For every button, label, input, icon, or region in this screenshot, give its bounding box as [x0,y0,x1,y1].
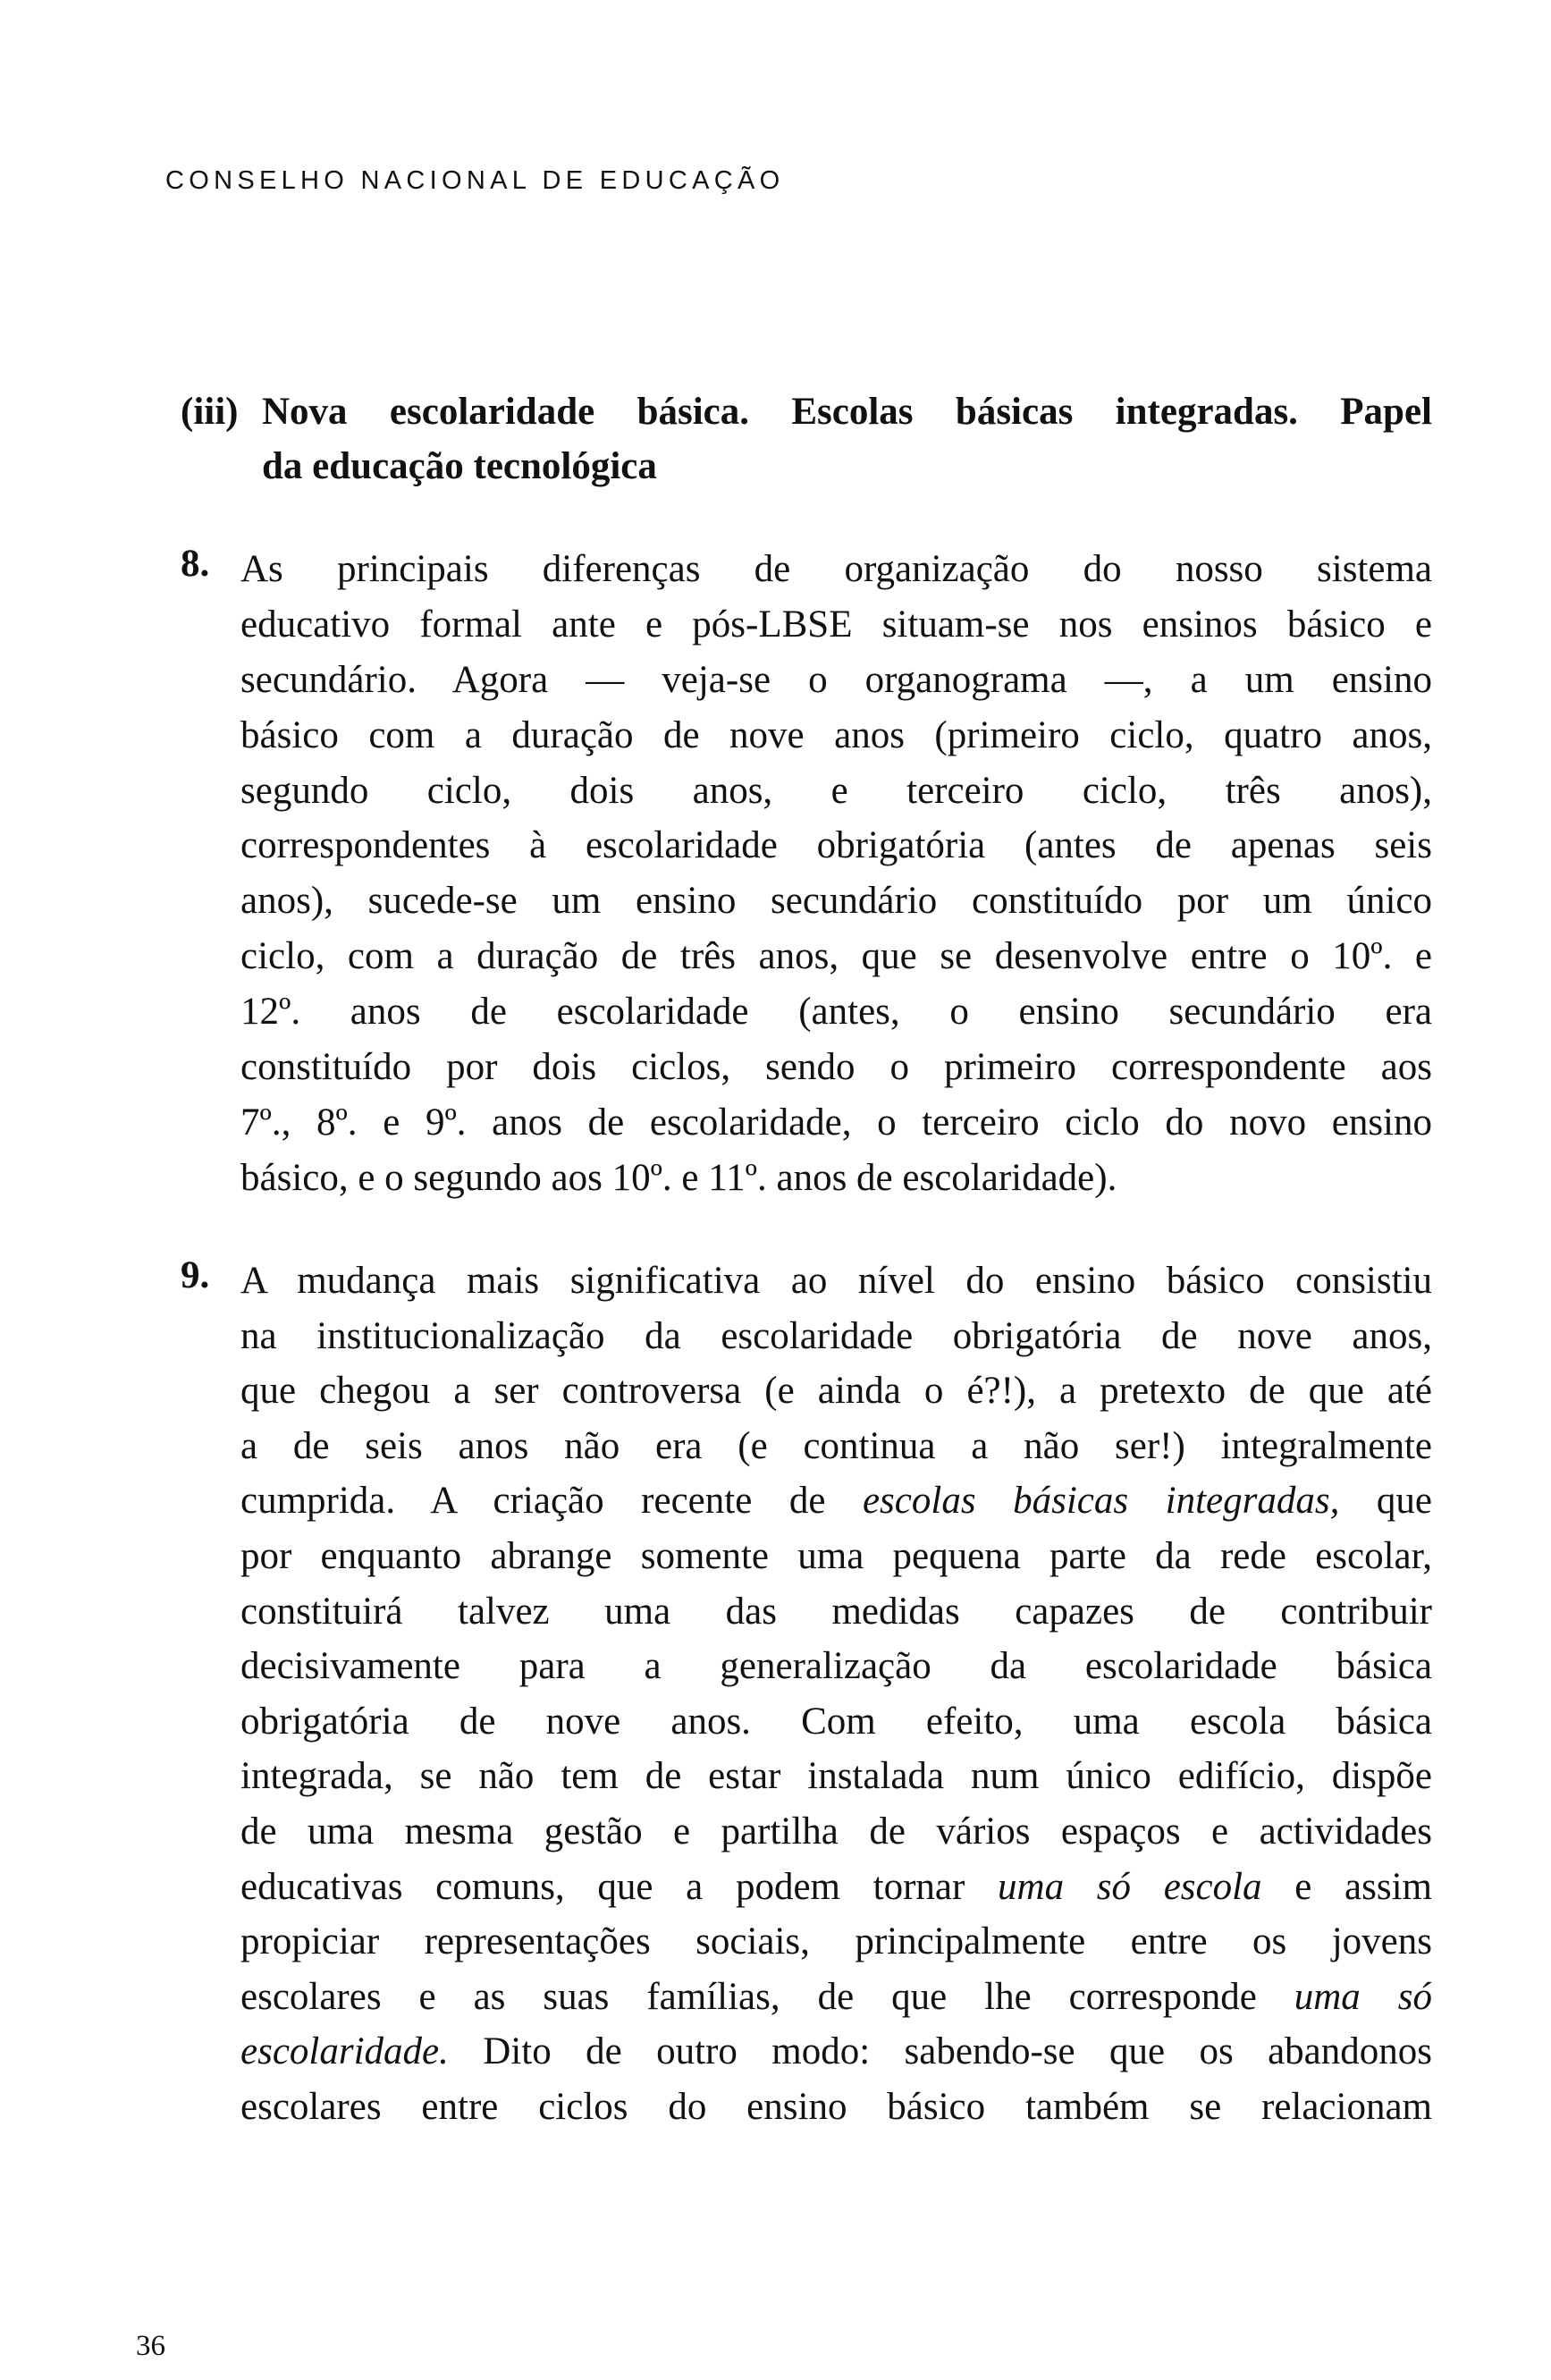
text-line: integrada, se não tem de estar instalada num único edifício, dispõe [240,1755,1432,1798]
text-line: a de seis anos não era (e continua a não ser!) integralmente [240,1424,1432,1467]
text-line: de uma mesma gestão e partilha de vários espaços e actividades [240,1810,1432,1853]
text-line: 7º., 8º. e 9º. anos de escolaridade, o terceiro ciclo do novo ensino [240,1101,1432,1144]
paragraph-body [240,1253,1432,2135]
text-line: que chegou a ser controversa (e ainda o é?!), a pretexto de que até [240,1370,1432,1413]
text-line: constituirá talvez uma das medidas capazes de contribuir [240,1590,1432,1633]
section-title-line: Nova escolaridade básica. Escolas básicas integradas. Papel [262,391,1432,433]
emphasized-phrase: escolaridade. [240,2030,449,2073]
text-line: correspondentes à escolaridade obrigatória (antes de apenas seis [240,824,1432,867]
text-line: básico, e o segundo aos 10º. e 11º. anos de escolaridade). [240,1156,1117,1199]
text-line: propiciar representações sociais, principalmente entre os jovens [240,1920,1432,1963]
section-number: (iii) [181,391,239,433]
section-heading [181,384,1432,494]
text-line: por enquanto abrange somente uma pequena parte da rede escolar, [240,1534,1432,1577]
text-line: As principais diferenças de organização do nosso sistema [240,548,1432,590]
section-title-line: da educação tecnológica [262,445,657,487]
text-line: 12º. anos de escolaridade (antes, o ensino secundário era [240,991,1432,1034]
text-line: escolaridade. Dito de outro modo: sabendo-se que os abandonos [240,2030,1432,2073]
paragraph-number: 8. [181,543,210,585]
running-header: CONSELHO NACIONAL DE EDUCAÇÃO [165,166,785,195]
text-line: constituído por dois ciclos, sendo o primeiro correspondente aos [240,1046,1432,1089]
paragraph-9 [181,1253,1432,2135]
text-line: decisivamente para a generalização da escolaridade básica [240,1645,1432,1688]
paragraph-8 [181,542,1432,1206]
text-line: educativas comuns, que a podem tornar uma só escola e assim [240,1865,1432,1908]
emphasized-phrase: escolas básicas integradas, [862,1480,1340,1523]
text-line: anos), sucede-se um ensino secundário constituído por um único [240,880,1432,923]
text-line: escolares entre ciclos do ensino básico também se relacionam [240,2085,1432,2128]
text-line: na institucionalização da escolaridade obrigatória de nove anos, [240,1314,1432,1357]
text-line: secundário. Agora — veja-se o organograma —, a um ensino [240,658,1432,701]
paragraph-body [240,542,1432,1206]
page-number: 36 [136,2330,165,2362]
paragraph-number: 9. [181,1254,210,1296]
text-line: segundo ciclo, dois anos, e terceiro ciclo, três anos), [240,769,1432,812]
text-line: ciclo, com a duração de três anos, que se desenvolve entre o 10º. e [240,935,1432,978]
emphasized-phrase: uma só escola [998,1865,1262,1908]
text-line: A mudança mais significativa ao nível do ensino básico consistiu [240,1260,1432,1302]
text-line: cumprida. A criação recente de escolas básicas integradas, que [240,1480,1432,1523]
text-line: educativo formal ante e pós-LBSE situam-se nos ensinos básico e [240,603,1432,646]
text-line: escolares e as suas famílias, de que lhe corresponde uma só [240,1975,1432,2018]
text-line: básico com a duração de nove anos (primeiro ciclo, quatro anos, [240,713,1432,756]
emphasized-phrase: uma só [1294,1975,1432,2018]
text-line: obrigatória de nove anos. Com efeito, uma escola básica [240,1700,1432,1743]
